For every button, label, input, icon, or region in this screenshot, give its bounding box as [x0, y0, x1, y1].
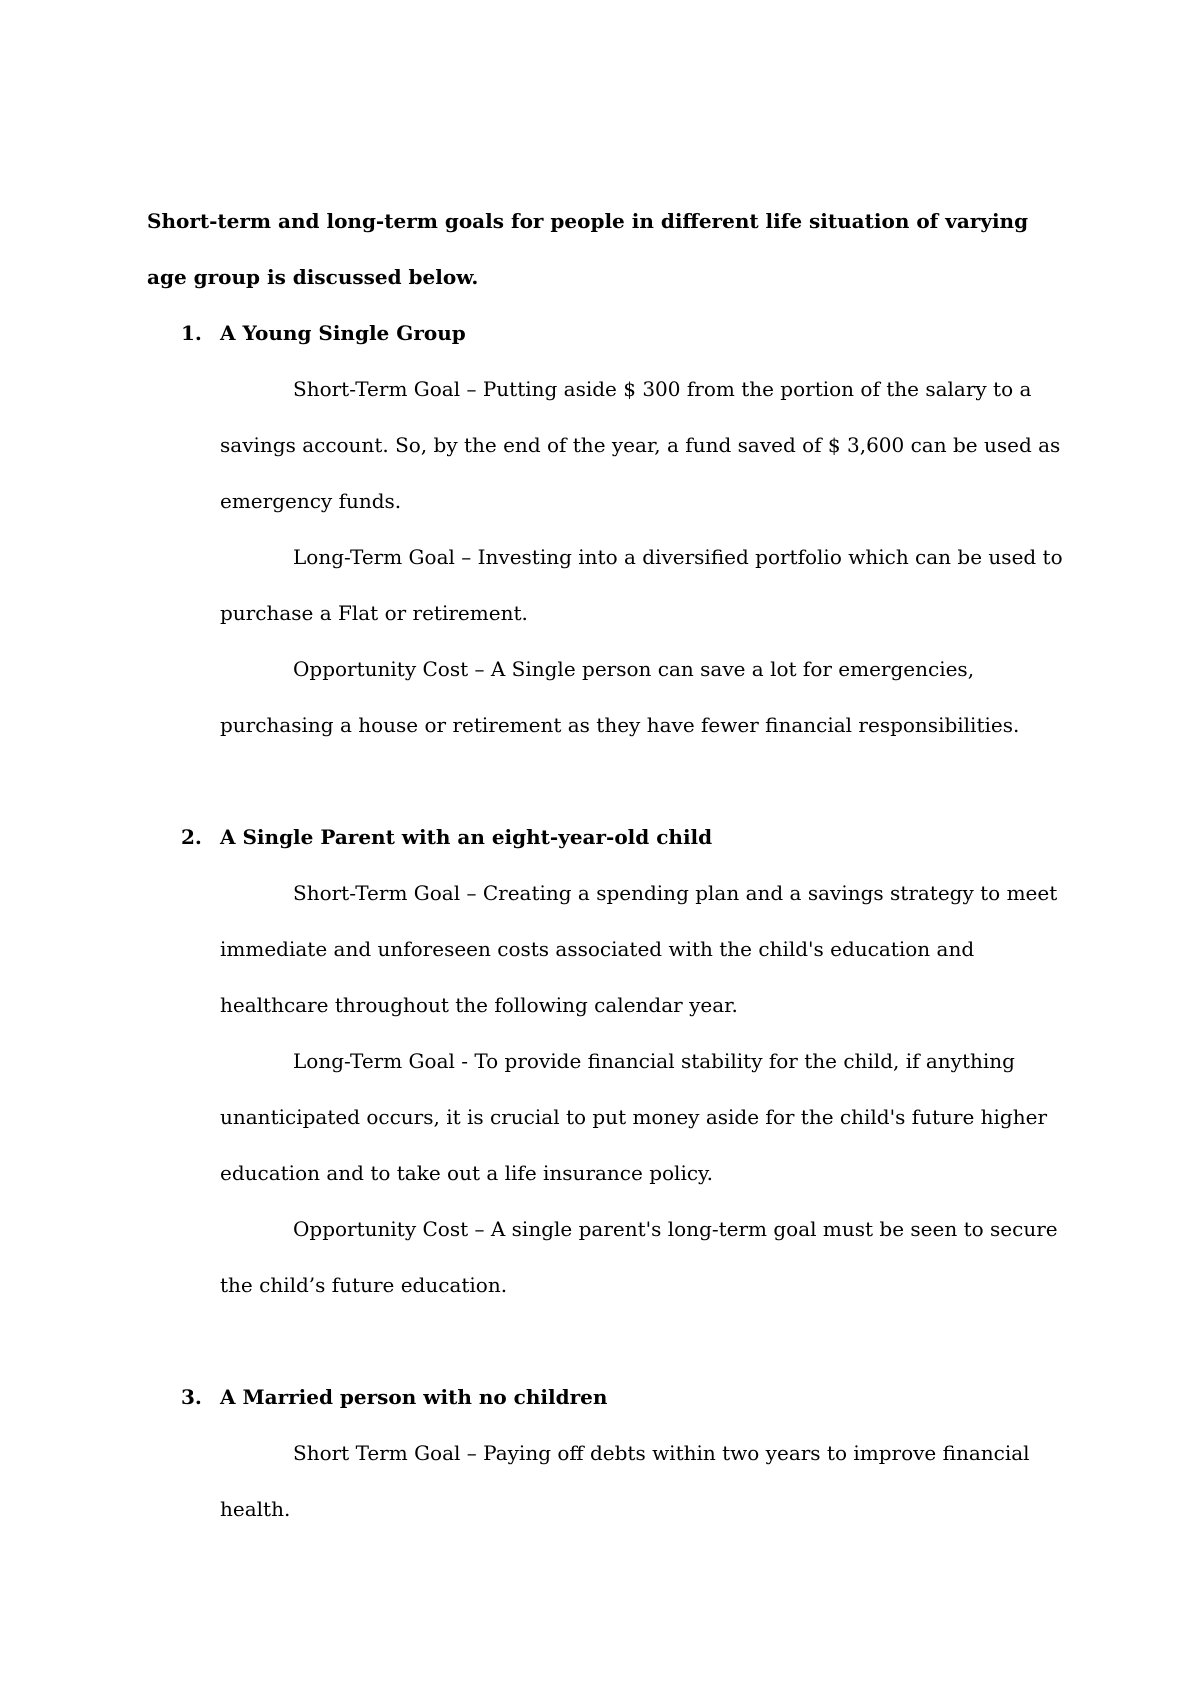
section-young-single — [147, 305, 1067, 753]
opportunity-cost-paragraph: Opportunity Cost – A single parent's long-term goal must be seen to secure the child’s future education. — [220, 1217, 1058, 1297]
section-married-no-children — [147, 1369, 1067, 1537]
intro-heading: Short-term and long-term goals for people in different life situation of varying age group is discussed below. — [147, 209, 1029, 289]
section-title: A Married person with no children — [220, 1385, 608, 1409]
opportunity-cost-paragraph: Opportunity Cost – A Single person can save a lot for emergencies, purchasing a house or retirement as they have fewer financial responsibilities. — [220, 657, 1020, 737]
long-term-goal-paragraph: Long-Term Goal - To provide financial stability for the child, if anything unanticipated occurs, it is crucial to put money aside for the child's future higher education and to take out a life insurance policy. — [220, 1049, 1048, 1185]
section-title: A Young Single Group — [220, 321, 466, 345]
short-term-goal-paragraph: Short-Term Goal – Putting aside $ 300 from the portion of the salary to a savings account. So, by the end of the year, a fund saved of $ 3,600 can be used as emergency funds. — [220, 377, 1061, 513]
section-heading — [147, 305, 1067, 361]
section-number: 3. — [181, 1385, 202, 1409]
section-number: 1. — [181, 321, 202, 345]
document-body — [147, 193, 1067, 1537]
section-heading — [147, 809, 1067, 865]
section-spacer — [147, 1313, 1067, 1369]
section-number: 2. — [181, 825, 202, 849]
short-term-goal-paragraph: Short-Term Goal – Creating a spending plan and a savings strategy to meet immediate and unforeseen costs associated with the child's education and healthcare throughout the following calendar year. — [220, 881, 1058, 1017]
section-heading — [147, 1369, 1067, 1425]
long-term-goal-paragraph: Long-Term Goal – Investing into a diversified portfolio which can be used to purchase a Flat or retirement. — [220, 545, 1063, 625]
short-term-goal-paragraph: Short Term Goal – Paying off debts within two years to improve financial health. — [220, 1441, 1030, 1521]
section-single-parent — [147, 809, 1067, 1313]
section-title: A Single Parent with an eight-year-old child — [220, 825, 713, 849]
section-spacer — [147, 753, 1067, 809]
